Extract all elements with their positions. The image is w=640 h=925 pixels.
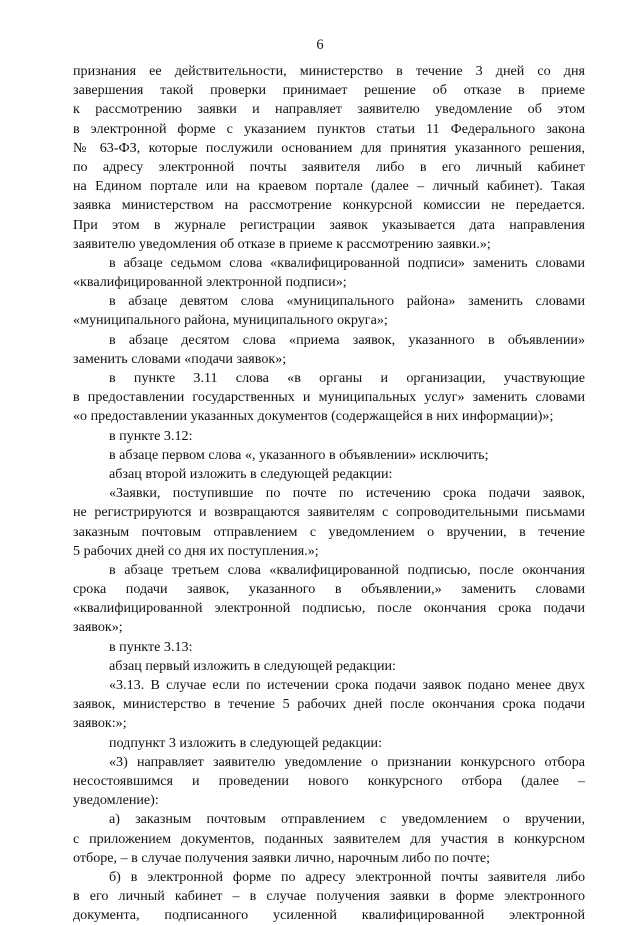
text-line: № 63-ФЗ, которые послужили основанием для принятия указанного решения, xyxy=(73,139,585,156)
text-line: заменить словами «подачи заявок»; xyxy=(73,350,287,367)
text-line: завершения такой проверки принимает решение об отказе в приеме xyxy=(73,82,585,99)
text-line: заявок»; xyxy=(73,619,123,636)
text-line: в абзаце десятом слова «приема заявок, указанного в объявлении» xyxy=(109,331,585,348)
text-line: в абзаце третьем слова «квалифицированной подписью, после окончания xyxy=(109,561,585,578)
text-line: в предоставлении государственных и муниципальных услуг» заменить словами xyxy=(73,389,585,406)
text-line: в пункте 3.12: xyxy=(109,427,193,444)
text-line: в пункте 3.13: xyxy=(109,638,193,655)
text-line: по адресу электронной почты заявителя либо в его личный кабинет xyxy=(73,158,585,175)
text-line: заявок, министерство в течение 5 рабочих дней после окончания срока подачи xyxy=(73,696,585,713)
text-line: заявка министерством на рассмотрение конкурсной комиссии не передается. xyxy=(73,197,585,214)
text-line: 5 рабочих дней со дня их поступления.»; xyxy=(73,542,319,559)
text-line: «3) направляет заявителю уведомление о признании конкурсного отбора xyxy=(109,753,585,770)
text-line: «3.13. В случае если по истечении срока подачи заявок подано менее двух xyxy=(109,677,585,693)
text-line: несостоявшимся и проведении нового конкурсного отбора (далее – xyxy=(73,772,585,789)
text-line: «о предоставлении указанных документов (содержащейся в них информации)»; xyxy=(73,408,554,425)
text-line: к рассмотрению заявки и направляет заявителю уведомление об этом xyxy=(73,101,585,118)
text-line: в пункте 3.11 слова «в органы и организации, участвующие xyxy=(109,370,585,386)
text-line: абзац второй изложить в следующей редакции: xyxy=(109,465,393,482)
text-line: абзац первый изложить в следующей редакции: xyxy=(109,657,396,674)
document-body xyxy=(73,62,585,925)
text-line: «муниципального района, муниципального округа»; xyxy=(73,312,388,329)
text-line: срока подачи заявок, указанного в объявлении,» заменить словами xyxy=(73,581,585,598)
page-number: 6 xyxy=(316,37,324,53)
text-line: заявителю уведомления об отказе в приеме к рассмотрению заявки.»; xyxy=(73,235,491,252)
text-line: «Заявки, поступившие по почте по истечению срока подачи заявок, xyxy=(109,485,585,502)
text-line: подпункт 3 изложить в следующей редакции: xyxy=(109,734,383,751)
text-line: в абзаце первом слова «, указанного в объявлении» исключить; xyxy=(109,446,489,463)
text-line: заказным почтовым отправлением с уведомлением о вручении, в течение xyxy=(73,523,585,540)
text-line: а) заказным почтовым отправлением с уведомлением о вручении, xyxy=(109,811,585,828)
text-line: на Едином портале или на краевом портале (далее – личный кабинет). Такая xyxy=(73,178,585,195)
text-line: в электронной форме с указанием пунктов статьи 11 Федерального закона xyxy=(73,120,585,137)
text-line: документа, подписанного усиленной квалифицированной электронной xyxy=(73,907,585,924)
text-line: признания ее действительности, министерство в течение 3 дней со дня xyxy=(73,63,585,79)
text-line: «квалифицированной электронной подписи»; xyxy=(73,274,347,291)
text-line: в абзаце седьмом слова «квалифицированной подписи» заменить словами xyxy=(109,254,585,271)
text-line: в его личный кабинет – в случае получения заявки в форме электронного xyxy=(73,888,585,905)
text-line: б) в электронной форме по адресу электронной почты заявителя либо xyxy=(109,868,585,885)
text-line: в абзаце девятом слова «муниципального района» заменить словами xyxy=(109,293,585,310)
text-line: заявок:»; xyxy=(73,715,127,732)
text-line: с приложением документов, поданных заявителем для участия в конкурсном xyxy=(73,830,585,847)
text-line: не регистрируются и возвращаются заявителям с сопроводительными письмами xyxy=(73,504,585,521)
text-line: «квалифицированной электронной подписью, после окончания срока подачи xyxy=(73,600,585,617)
text-line: При этом в журнале регистрации заявок указывается дата направления xyxy=(73,216,585,233)
text-line: уведомление): xyxy=(73,792,159,809)
text-line: отборе, – в случае получения заявки лично, нарочным либо по почте; xyxy=(73,849,491,866)
